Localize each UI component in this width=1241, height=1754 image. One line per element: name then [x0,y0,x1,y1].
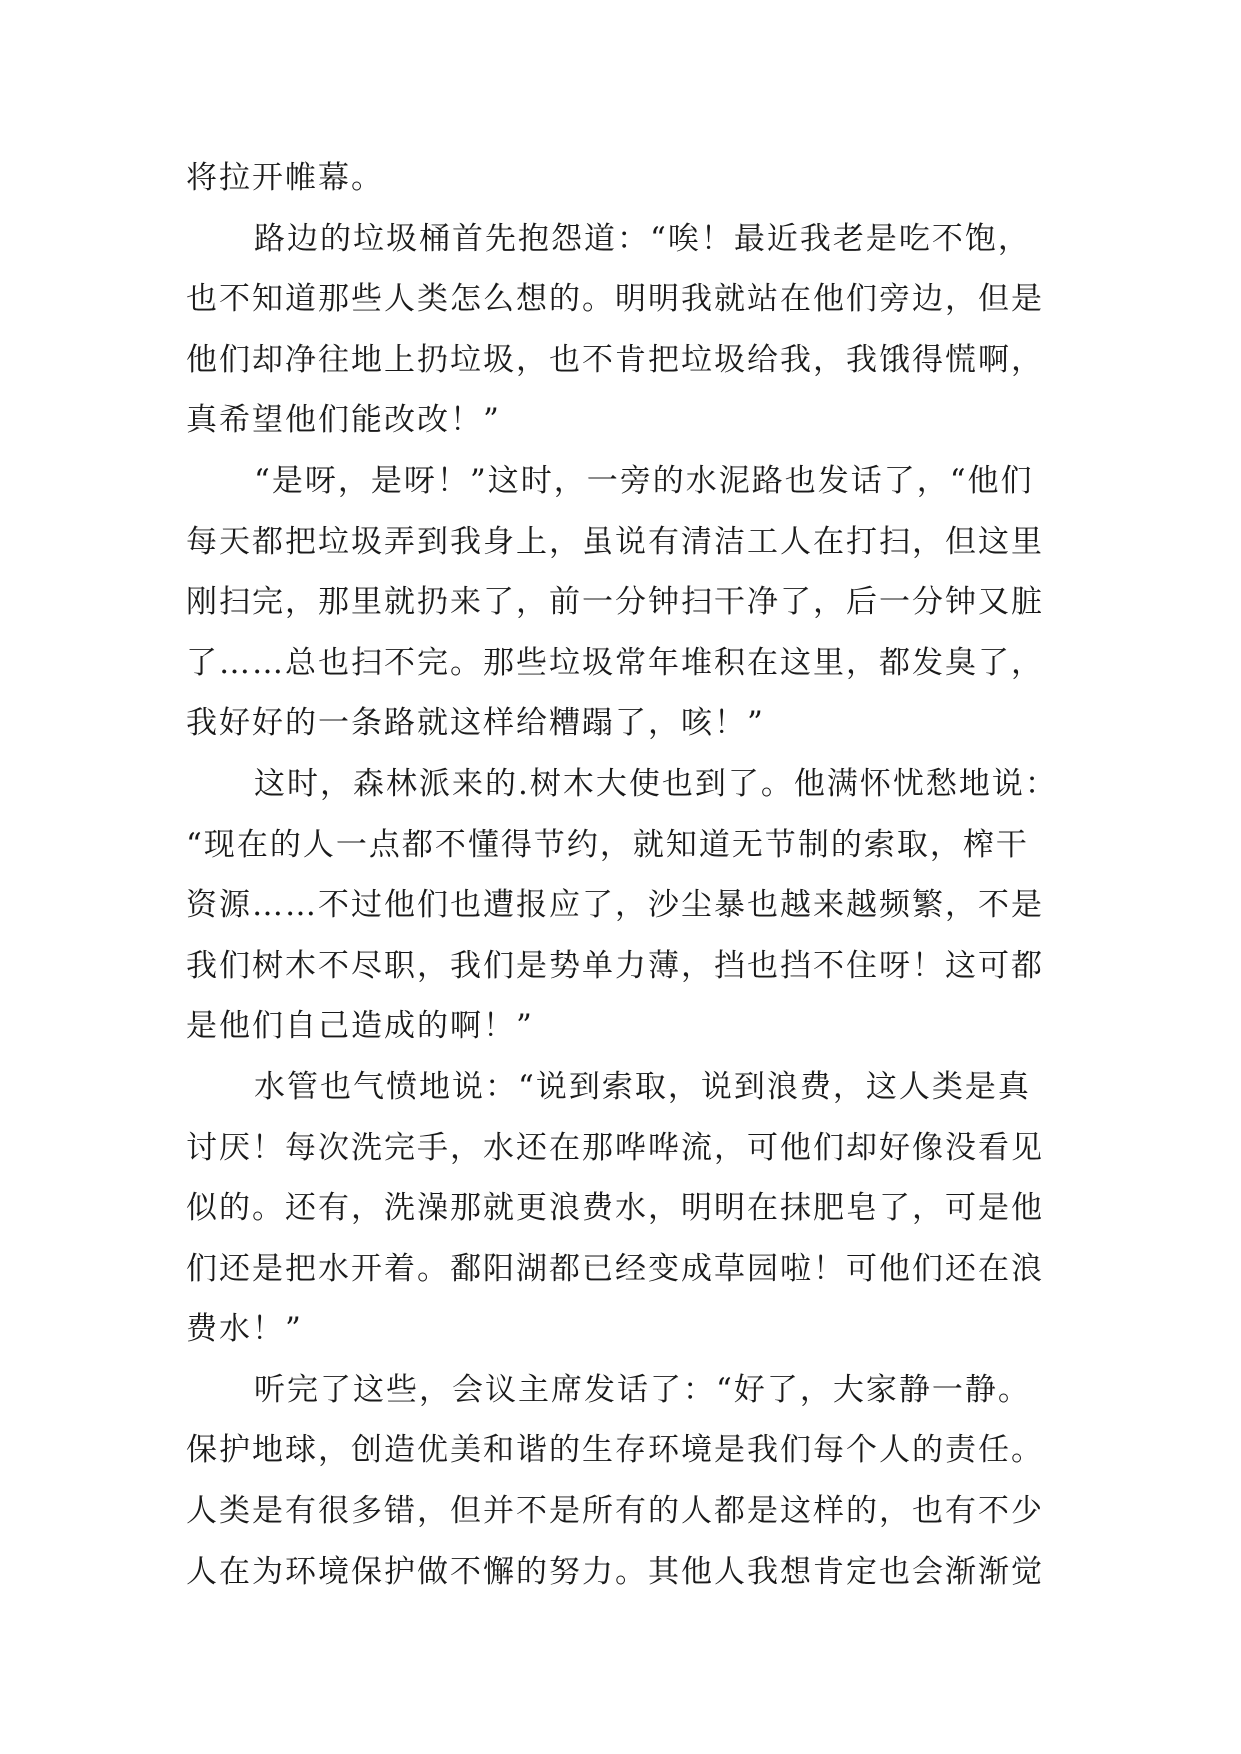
text-line: “现在的人一点都不懂得节约，就知道无节制的索取，榨干 [186,826,1029,863]
text-line: 保护地球，创造优美和谐的生存环境是我们每个人的责任。 [186,1432,1044,1469]
text-line: 了……总也扫不完。那些垃圾常年堆积在这里，都发臭了， [186,644,1044,681]
text-line: 将拉开帷幕。 [186,160,384,196]
paragraph-start-line: 听完了这些，会议主席发话了：“好了，大家静一静。 [254,1371,1031,1408]
text-line: 刚扫完，那里就扔来了，前一分钟扫干净了，后一分钟又脏 [186,584,1044,621]
text-line: 我们树木不尽职，我们是势单力薄，挡也挡不住呀！这可都 [186,947,1044,984]
text-line: 他们却净往地上扔垃圾，也不肯把垃圾给我，我饿得慌啊， [186,341,1044,378]
text-line: 们还是把水开着。鄱阳湖都已经变成草园啦！可他们还在浪 [186,1250,1044,1287]
text-line: 是他们自己造成的啊！” [186,1008,534,1045]
paragraph-start-line: 这时，森林派来的.树木大使也到了。他满怀忧愁地说： [254,765,1058,802]
text-line: 我好好的一条路就这样给糟蹋了，咳！” [186,705,765,742]
paragraph-start-line: 路边的垃圾桶首先抱怨道：“唉！最近我老是吃不饱， [254,220,1031,257]
text-line: 也不知道那些人类怎么想的。明明我就站在他们旁边，但是 [186,281,1044,318]
text-line: 似的。还有，洗澡那就更浪费水，明明在抹肥皂了，可是他 [186,1190,1044,1227]
text-line: 每天都把垃圾弄到我身上，虽说有清洁工人在打扫，但这里 [186,523,1044,560]
paragraph-start-line: 水管也气愤地说：“说到索取，说到浪费，这人类是真 [254,1068,1031,1105]
document-body [186,148,1066,1602]
text-line: 费水！” [186,1311,303,1348]
text-line: 人类是有很多错，但并不是所有的人都是这样的，也有不少 [186,1493,1044,1530]
text-line: 资源……不过他们也遭报应了，沙尘暴也越来越频繁，不是 [186,887,1044,924]
text-line: 真希望他们能改改！” [186,402,501,439]
text-line: 讨厌！每次洗完手，水还在那哗哗流，可他们却好像没看见 [186,1129,1044,1166]
text-line: 人在为环境保护做不懈的努力。其他人我想肯定也会渐渐觉 [186,1553,1044,1590]
paragraph-start-line: “是呀，是呀！”这时，一旁的水泥路也发话了，“他们 [254,462,1034,499]
